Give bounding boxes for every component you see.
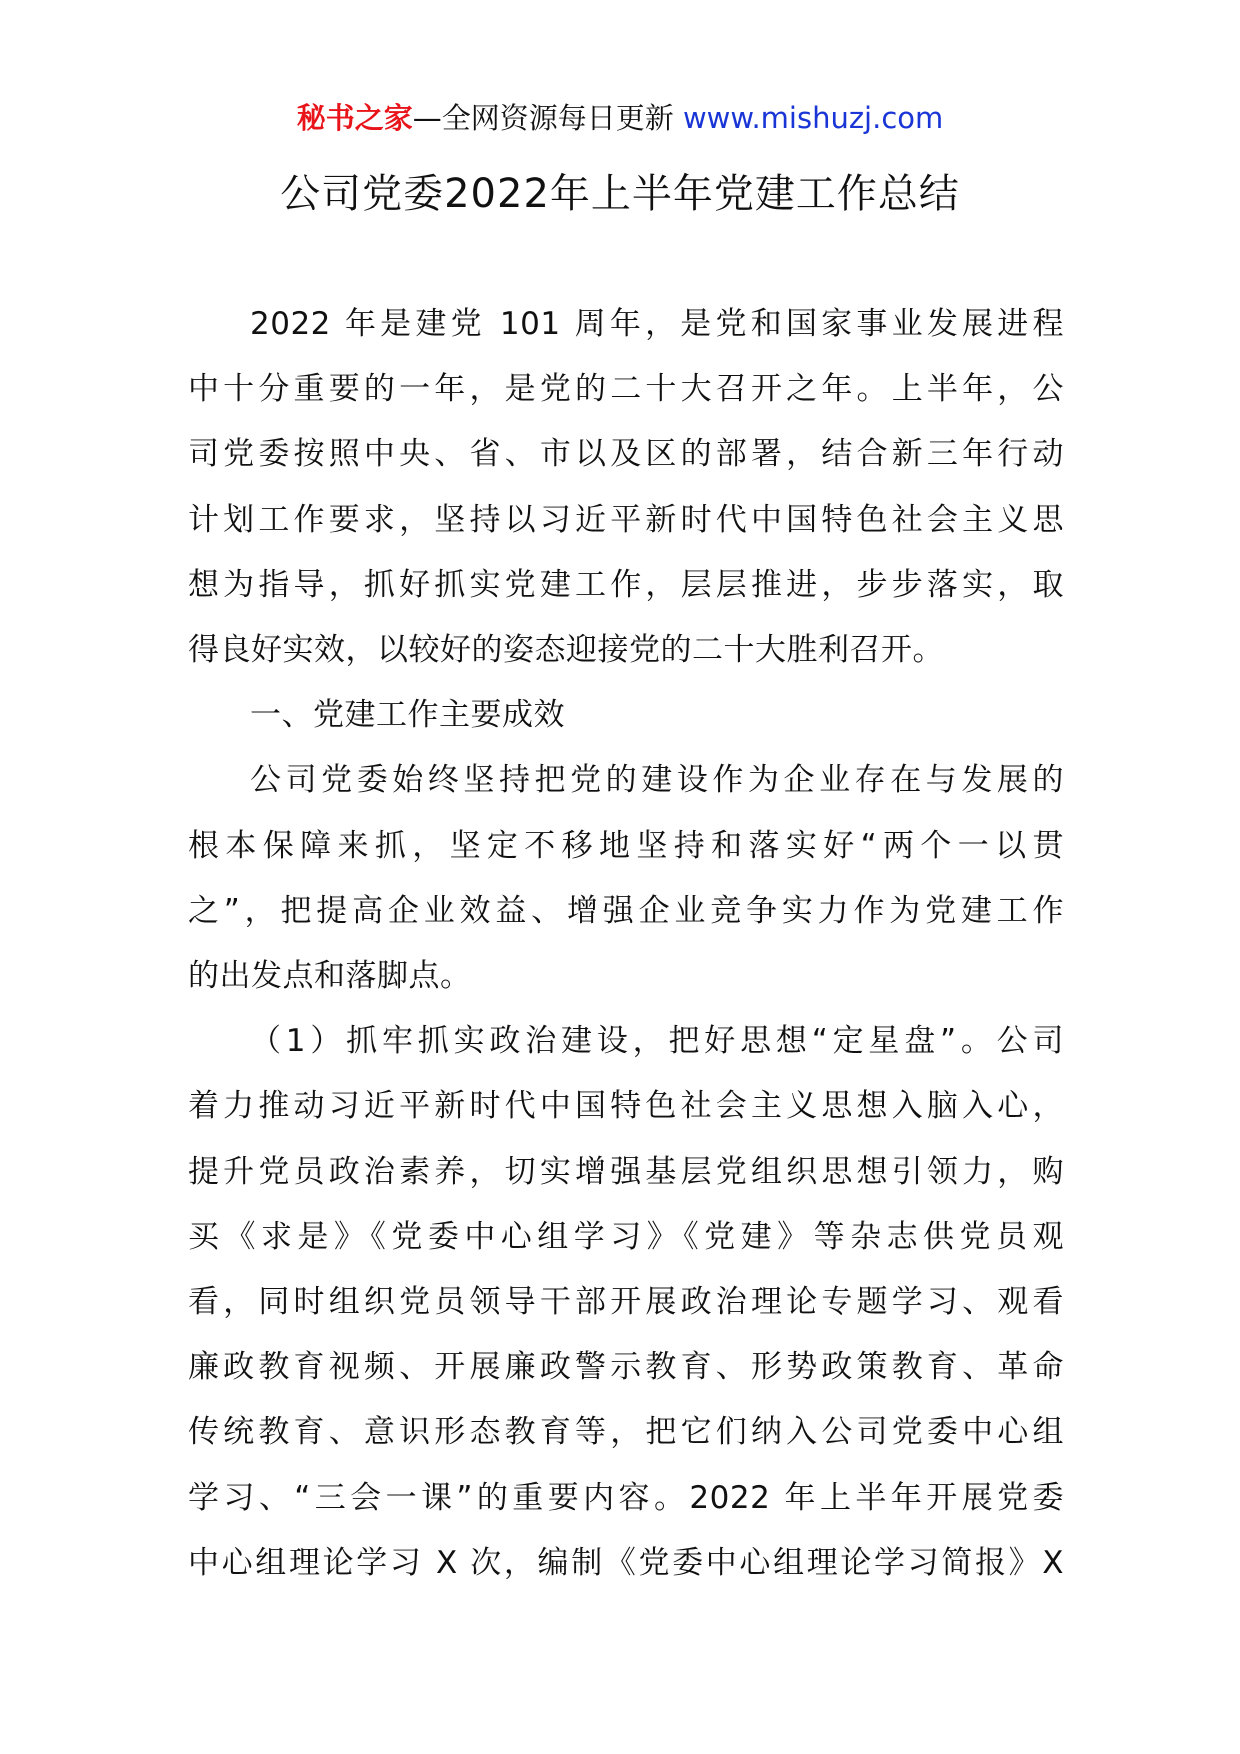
paragraph-intro-end <box>188 618 1064 683</box>
document-title: 公司党委2022年上半年党建工作总结 <box>280 171 960 217</box>
text-line: 想为指导，抓好抓实党建工作，层层推进，步步落实，取 <box>188 566 1064 603</box>
text-line: 学习、“三会一课”的重要内容。2022 年上半年开展党委 <box>188 1479 1064 1516</box>
text-line: 根本保障来抓，坚定不移地坚持和落实好“两个一以贯 <box>188 827 1064 864</box>
paragraph-item-1 <box>188 1009 1064 1074</box>
header-tagline: —全网资源每日更新 <box>412 101 683 135</box>
text-line: 计划工作要求，坚持以习近平新时代中国特色社会主义思 <box>188 501 1064 538</box>
paragraph-intro <box>188 292 1064 357</box>
text-line: 着力推动习近平新时代中国特色社会主义思想入脑入心， <box>188 1088 1064 1125</box>
paragraph-intro-cont <box>188 357 1064 618</box>
text-line: 司党委按照中央、省、市以及区的部署，结合新三年行动 <box>188 436 1064 473</box>
paragraph-section1-cont <box>188 814 1064 944</box>
text-line: 中心组理论学习 X 次，编制《党委中心组理论学习简报》X <box>188 1544 1064 1581</box>
document-body <box>188 292 1064 1596</box>
text-line: 传统教育、意识形态教育等，把它们纳入公司党委中心组 <box>188 1414 1064 1451</box>
text-line: 2022 年是建党 101 周年，是党和国家事业发展进程 <box>250 306 1064 342</box>
site-header <box>0 98 1240 138</box>
text-line: 得良好实效，以较好的姿态迎接党的二十大胜利召开。 <box>188 632 944 669</box>
text-line: 公司党委始终坚持把党的建设作为企业存在与发展的 <box>250 762 1064 799</box>
text-line: 廉政教育视频、开展廉政警示教育、形势政策教育、革命 <box>188 1349 1064 1386</box>
text-line: 中十分重要的一年，是党的二十大召开之年。上半年，公 <box>188 371 1064 408</box>
paragraph-item-1-cont <box>188 1074 1064 1596</box>
text-line: 的出发点和落脚点。 <box>188 958 472 995</box>
paragraph-section1-end <box>188 944 1064 1009</box>
paragraph-section1 <box>188 748 1064 813</box>
text-line: 之”，把提高企业效益、增强企业竞争实力作为党建工作 <box>188 892 1064 929</box>
text-line: 买《求是》《党委中心组学习》《党建》等杂志供党员观 <box>188 1218 1064 1255</box>
section-heading-1: 一、党建工作主要成效 <box>250 697 565 734</box>
site-url-link[interactable]: www.mishuzj.com <box>682 101 944 135</box>
text-line: 看，同时组织党员领导干部开展政治理论专题学习、观看 <box>188 1284 1064 1321</box>
brand-name: 秘书之家 <box>296 101 413 135</box>
text-line: 提升党员政治素养，切实增强基层党组织思想引领力，购 <box>188 1153 1064 1190</box>
text-line: （1）抓牢抓实政治建设，把好思想“定星盘”。公司 <box>250 1023 1064 1060</box>
